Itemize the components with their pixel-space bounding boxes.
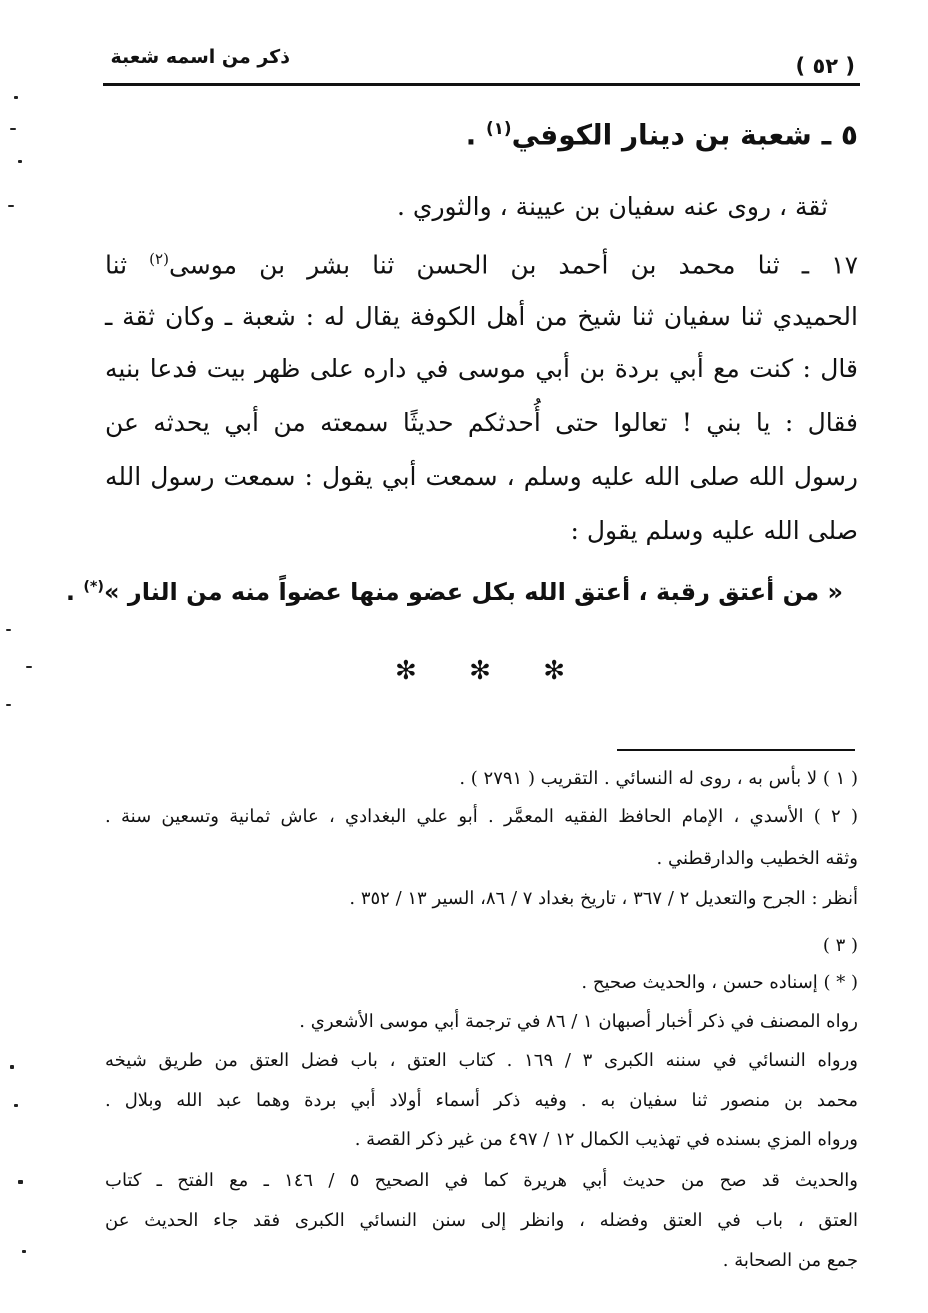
footnote-ref-2: (٢) xyxy=(149,250,169,268)
scan-speck xyxy=(18,160,22,163)
scan-speck xyxy=(22,1250,26,1253)
footnote-star-line-2: رواه المصنف في ذكر أخبار أصبهان ١ / ٨٦ في ترجمة أبي موسى الأشعري . xyxy=(299,1011,858,1032)
body-line-2 xyxy=(105,250,858,279)
footnote-star-line-5: ورواه المزي بسنده في تهذيب الكمال ١٢ / ٤٩٧ من غير ذكر القصة . xyxy=(354,1129,858,1150)
footnote-ref-star: (*) xyxy=(83,579,105,595)
scan-speck xyxy=(18,1180,23,1184)
body-line-1: ثقة ، روى عنه سفيان بن عيينة ، والثوري . xyxy=(397,192,828,221)
footnote-2-line-2: وثقه الخطيب والدارقطني . xyxy=(656,848,858,869)
entry-heading-text: ٥ ـ شعبة بن دينار الكوفي xyxy=(511,118,858,152)
scan-speck xyxy=(6,704,11,706)
footnote-rule xyxy=(617,749,855,751)
footnote-star-line-4: محمد بن منصور ثنا سفيان به . وفيه ذكر أسماء أولاد أبي بردة وهما عبد الله وبلال . xyxy=(105,1090,858,1111)
footnote-2-line-3: أنظر : الجرح والتعديل ٢ / ٣٦٧ ، تاريخ بغداد ٧ / ٨٦، السير ١٣ / ٣٥٢ . xyxy=(349,888,858,909)
scan-speck xyxy=(8,205,14,207)
footnote-star-line-3: ورواه النسائي في سننه الكبرى ٣ / ١٦٩ . كتاب العتق ، باب فضل العتق من طريق شيخه xyxy=(105,1050,858,1071)
footnote-star-line-1: ( * ) إسناده حسن ، والحديث صحيح . xyxy=(581,972,858,993)
body-line-6: رسول الله صلى الله عليه وسلم ، سمعت أبي يقول : سمعت رسول الله xyxy=(105,462,858,491)
body-line-2-text: ١٧ ـ ثنا محمد بن أحمد بن الحسن ثنا بشر بن موسى xyxy=(168,250,858,280)
body-line-4: قال : كنت مع أبي بردة بن أبي موسى في داره على ظهر بيت فدعا بنيه xyxy=(105,354,858,383)
body-line-2-end: ثنا xyxy=(105,250,150,280)
separator-star-icon: ✻ xyxy=(469,656,491,686)
footnote-star-line-7: العتق ، باب في العتق وفضله ، وانظر إلى سنن النسائي الكبرى فقد جاء الحديث عن xyxy=(105,1210,858,1231)
body-line-5: فقال : يا بني ! تعالوا حتى أُحدثكم حديثًا سمعته من أبي يحدثه عن xyxy=(105,408,858,437)
scan-speck xyxy=(26,666,32,668)
scan-speck xyxy=(10,1065,14,1069)
footnote-2-line-1: ( ٢ ) الأسدي ، الإمام الحافظ الفقيه المعمَّر . أبو علي البغدادي ، عاش ثمانية وتسعين سنة . xyxy=(105,806,859,827)
section-separator xyxy=(395,656,565,686)
footnote-3: ( ٣ ) xyxy=(822,935,858,956)
header-rule xyxy=(103,83,860,86)
page-number: ( ٥٢ ) xyxy=(795,54,855,78)
footnote-star-line-8: جمع من الصحابة . xyxy=(722,1250,858,1271)
hadith-quote xyxy=(66,578,843,606)
scan-speck xyxy=(6,629,11,631)
entry-heading-end: . xyxy=(465,118,486,152)
body-line-3: الحميدي ثنا سفيان ثنا شيخ من أهل الكوفة يقال له : شعبة ـ وكان ثقة ـ xyxy=(105,302,858,331)
scan-speck xyxy=(14,1104,18,1107)
entry-heading xyxy=(430,118,858,151)
separator-star-icon: ✻ xyxy=(543,656,565,686)
hadith-text: « من أعتق رقبة ، أعتق الله بكل عضو منها عضواً منه من النار » xyxy=(104,578,843,606)
scan-speck xyxy=(10,128,16,130)
separator-star-icon: ✻ xyxy=(395,656,417,686)
running-header-title: ذكر من اسمه شعبة xyxy=(110,46,290,68)
scan-speck xyxy=(14,96,18,99)
footnote-ref-1: (١) xyxy=(485,118,512,138)
footnote-1: ( ١ ) لا بأس به ، روى له النسائي . التقريب ( ٢٧٩١ ) . xyxy=(459,768,858,789)
footnote-star-line-6: والحديث قد صح من حديث أبي هريرة كما في الصحيح ٥ / ١٤٦ ـ مع الفتح ـ كتاب xyxy=(105,1170,858,1191)
hadith-end: . xyxy=(65,578,84,606)
body-line-7: صلى الله عليه وسلم يقول : xyxy=(570,516,858,545)
